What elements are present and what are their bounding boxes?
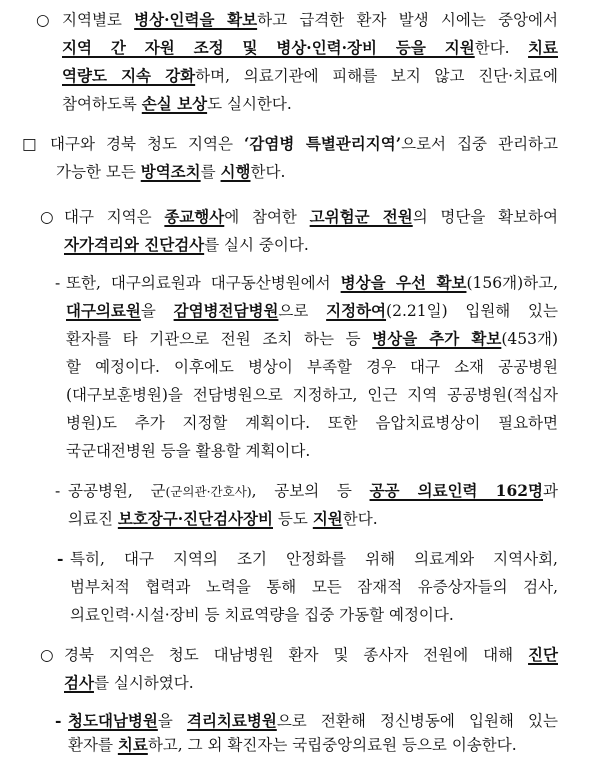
circle-bullet: ○ bbox=[36, 11, 50, 29]
p4-line-5: (대구보훈병원)을 전담병원으로 지정하고, 인근 지역 공공병원(적십자 bbox=[66, 386, 558, 404]
p4-line-7: 국군대전병원 등을 활용할 계획이다. bbox=[66, 442, 311, 460]
dash-bullet: - bbox=[57, 549, 64, 568]
p1-line-2: 지역 간 자원 조정 및 병상·인력·장비 등을 지원한다. 치료 bbox=[62, 38, 558, 57]
p4-line-6: 병원)도 추가 지정할 계획이다. 또한 음압치료병상이 필요하면 bbox=[66, 414, 558, 432]
p8-line-1: 청도대남병원을 격리치료병원으로 전환해 정신병동에 입원해 있는 bbox=[68, 711, 558, 730]
p7-line-2: 검사를 실시하였다. bbox=[64, 673, 194, 692]
p3-line-2: 자가격리와 진단검사를 실시 중이다. bbox=[64, 235, 309, 254]
p3-line-1: 대구 지역은 종교행사에 참여한 고위험군 전원의 명단을 확보하여 bbox=[64, 207, 558, 226]
p1-line-3: 역량도 지속 강화하며, 의료기관에 피해를 보지 않고 진단·치료에 bbox=[62, 66, 558, 85]
dash-bullet: - bbox=[55, 274, 61, 292]
p5-line-2: 의료진 보호장구·진단검사장비 등도 지원한다. bbox=[68, 509, 378, 528]
dash-bullet: - bbox=[55, 482, 61, 500]
circle-bullet: ○ bbox=[40, 208, 54, 226]
p4-line-2: 대구의료원을 감염병전담병원으로 지정하여(2.21일) 입원해 있는 bbox=[66, 301, 558, 320]
p1-line-1: 지역별로 병상·인력을 확보하고 급격한 환자 발생 시에는 중앙에서 bbox=[62, 10, 558, 29]
p4-line-4: 할 예정이다. 이후에도 병상이 부족할 경우 대구 소재 공공병원 bbox=[66, 358, 558, 376]
p6-line-2: 범부처적 협력과 노력을 통해 모든 잠재적 유증상자들의 검사, bbox=[70, 578, 558, 596]
p7-line-1: 경북 지역은 청도 대남병원 환자 및 종사자 전원에 대해 진단 bbox=[64, 645, 558, 664]
dash-bullet: - bbox=[55, 711, 62, 730]
p4-line-1: 또한, 대구의료원과 대구동산병원에서 병상을 우선 확보(156개)하고, bbox=[66, 273, 558, 292]
circle-bullet: ○ bbox=[40, 646, 54, 664]
p2-line-1: 대구와 경북 청도 지역은 ‘감염병 특별관리지역’으로서 집중 관리하고 bbox=[50, 134, 558, 153]
p5-line-1: 공공병원, 군(군의관·간호사), 공보의 등 공공 의료인력 162명과 bbox=[68, 481, 558, 500]
p2-line-2: 가능한 모든 방역조치를 시행한다. bbox=[56, 162, 286, 181]
p1-line-4: 참여하도록 손실 보상도 실시한다. bbox=[62, 94, 292, 113]
p6-line-3: 의료인력·시설·장비 등 치료역량을 집중 가동할 예정이다. bbox=[70, 606, 454, 624]
p4-line-3: 환자를 타 기관으로 전원 조치 하는 등 병상을 추가 확보(453개) bbox=[66, 329, 558, 348]
square-bullet: □ bbox=[22, 135, 37, 153]
p6-line-1: 특히, 대구 지역의 조기 안정화를 위해 의료계와 지역사회, bbox=[70, 550, 558, 568]
p8-line-2: 환자를 치료하고, 그 외 확진자는 국립중앙의료원 등으로 이송한다. bbox=[68, 735, 517, 754]
